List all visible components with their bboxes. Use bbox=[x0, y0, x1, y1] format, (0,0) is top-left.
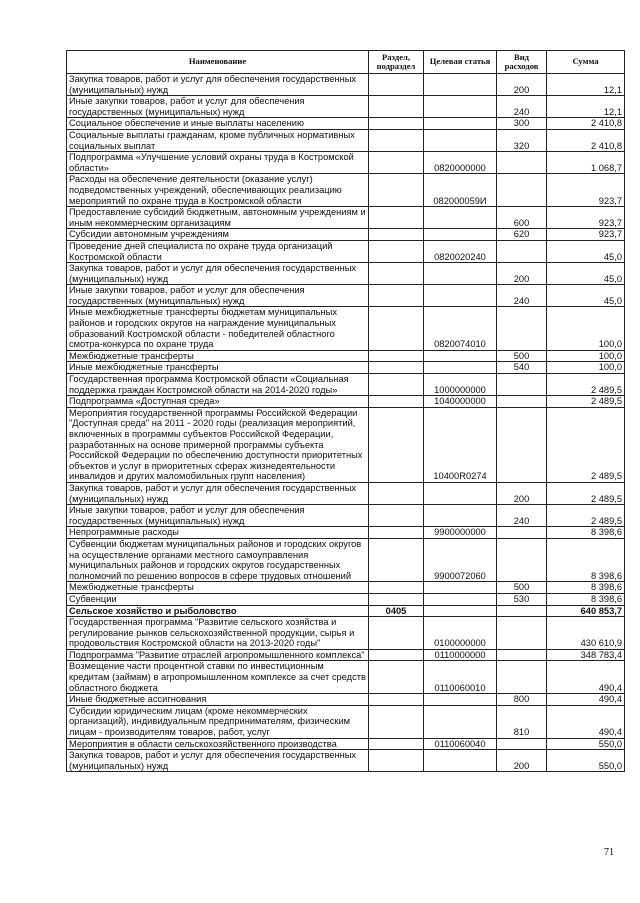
cell-kind: 500 bbox=[497, 582, 547, 594]
cell-name: Субвенции bbox=[67, 593, 369, 605]
table-row bbox=[67, 229, 625, 241]
cell-target: 0820020240 bbox=[424, 240, 497, 262]
header-sum: Сумма bbox=[547, 51, 625, 74]
table-row bbox=[67, 152, 625, 174]
cell-target: 0100000000 bbox=[424, 617, 497, 650]
cell-section bbox=[369, 705, 424, 738]
cell-name: Субвенции бюджетам муниципальных районов и городских округов на осуществление органами местного самоуправления муниципальных районов и городских округов государственных полномочий по решению вопросов в сфере трудовых отношений bbox=[67, 538, 369, 581]
cell-target bbox=[424, 705, 497, 738]
cell-kind: 200 bbox=[497, 74, 547, 96]
cell-name: Иные бюджетные ассигнования bbox=[67, 694, 369, 706]
cell-name: Закупка товаров, работ и услуг для обеспечения государственных (муниципальных) нужд bbox=[67, 482, 369, 504]
cell-name: Иные межбюджетные трансферты bbox=[67, 362, 369, 374]
cell-name: Иные закупки товаров, работ и услуг для обеспечения государственных (муниципальных) нужд bbox=[67, 285, 369, 307]
table-row bbox=[67, 738, 625, 750]
cell-kind: 600 bbox=[497, 207, 547, 229]
cell-name: Возмещение части процентной ставки по инвестиционным кредитам (займам) в агропромышленном комплексе за счет средств областного бюджета bbox=[67, 661, 369, 694]
header-name: Наименование bbox=[67, 51, 369, 74]
cell-sum: 550,0 bbox=[547, 738, 625, 750]
table-row bbox=[67, 750, 625, 772]
cell-kind bbox=[497, 649, 547, 661]
cell-sum: 8 398,6 bbox=[547, 593, 625, 605]
table-row bbox=[67, 705, 625, 738]
cell-name: Государственная программа "Развитие сельского хозяйства и регулирование рынков сельскохозяйственной продукции, сырья и продовольствия Костромской области на 2013-2020 годы" bbox=[67, 617, 369, 650]
cell-sum: 12,1 bbox=[547, 74, 625, 96]
table-row bbox=[67, 396, 625, 408]
cell-target bbox=[424, 285, 497, 307]
cell-name: Субсидии автономным учреждениям bbox=[67, 229, 369, 241]
cell-sum: 45,0 bbox=[547, 240, 625, 262]
table-row bbox=[67, 407, 625, 482]
cell-target: 0820074010 bbox=[424, 307, 497, 350]
cell-kind: 620 bbox=[497, 229, 547, 241]
cell-sum: 490,4 bbox=[547, 661, 625, 694]
cell-target: 10400R0274 bbox=[424, 407, 497, 482]
cell-sum: 8 398,6 bbox=[547, 527, 625, 539]
cell-kind bbox=[497, 307, 547, 350]
header-section: Раздел, подраздел bbox=[369, 51, 424, 74]
cell-name: Закупка товаров, работ и услуг для обеспечения государственных (муниципальных) нужд bbox=[67, 750, 369, 772]
cell-target: 0110060010 bbox=[424, 661, 497, 694]
cell-section bbox=[369, 229, 424, 241]
cell-target bbox=[424, 74, 497, 96]
cell-kind bbox=[497, 152, 547, 174]
table-row bbox=[67, 96, 625, 118]
cell-sum: 640 853,7 bbox=[547, 605, 625, 617]
cell-name: Подпрограмма "Развитие отраслей агропромышленного комплекса" bbox=[67, 649, 369, 661]
cell-name: Предоставление субсидий бюджетным, автономным учреждениям и иным некоммерческим организациям bbox=[67, 207, 369, 229]
cell-kind: 240 bbox=[497, 505, 547, 527]
cell-name: Закупка товаров, работ и услуг для обеспечения государственных (муниципальных) нужд bbox=[67, 263, 369, 285]
cell-sum: 2 410,8 bbox=[547, 129, 625, 151]
table-row bbox=[67, 174, 625, 207]
table-row bbox=[67, 661, 625, 694]
cell-target bbox=[424, 229, 497, 241]
table-row bbox=[67, 129, 625, 151]
cell-kind: 800 bbox=[497, 694, 547, 706]
cell-sum: 430 610,9 bbox=[547, 617, 625, 650]
cell-target bbox=[424, 96, 497, 118]
header-kind: Вид расходов bbox=[497, 51, 547, 74]
cell-kind: 240 bbox=[497, 285, 547, 307]
cell-section: 0405 bbox=[369, 605, 424, 617]
cell-kind: 500 bbox=[497, 350, 547, 362]
page-number: 71 bbox=[604, 847, 614, 858]
cell-section bbox=[369, 738, 424, 750]
table-row bbox=[67, 505, 625, 527]
cell-sum: 923,7 bbox=[547, 207, 625, 229]
cell-sum: 45,0 bbox=[547, 263, 625, 285]
cell-target bbox=[424, 118, 497, 130]
cell-kind: 540 bbox=[497, 362, 547, 374]
cell-name: Расходы на обеспечение деятельности (оказание услуг) подведомственных учреждений, обеспечивающих реализацию мероприятий по охране труда в Костромской области bbox=[67, 174, 369, 207]
table-row bbox=[67, 74, 625, 96]
cell-section bbox=[369, 649, 424, 661]
cell-name: Социальное обеспечение и иные выплаты населению bbox=[67, 118, 369, 130]
table-row bbox=[67, 582, 625, 594]
cell-target bbox=[424, 207, 497, 229]
cell-section bbox=[369, 207, 424, 229]
cell-section bbox=[369, 396, 424, 408]
cell-section bbox=[369, 582, 424, 594]
cell-kind: 300 bbox=[497, 118, 547, 130]
cell-target bbox=[424, 593, 497, 605]
cell-sum: 923,7 bbox=[547, 229, 625, 241]
cell-kind: 530 bbox=[497, 593, 547, 605]
cell-section bbox=[369, 74, 424, 96]
cell-kind: 810 bbox=[497, 705, 547, 738]
cell-section bbox=[369, 482, 424, 504]
cell-name: Межбюджетные трансферты bbox=[67, 582, 369, 594]
cell-target bbox=[424, 263, 497, 285]
table-row bbox=[67, 350, 625, 362]
cell-name: Закупка товаров, работ и услуг для обеспечения государственных (муниципальных) нужд bbox=[67, 74, 369, 96]
cell-target bbox=[424, 129, 497, 151]
cell-target: 1000000000 bbox=[424, 374, 497, 396]
table-row bbox=[67, 538, 625, 581]
cell-name: Проведение дней специалиста по охране труда организаций Костромской области bbox=[67, 240, 369, 262]
cell-target bbox=[424, 694, 497, 706]
cell-kind: 200 bbox=[497, 482, 547, 504]
cell-section bbox=[369, 593, 424, 605]
cell-kind bbox=[497, 174, 547, 207]
cell-name: Мероприятия государственной программы Российской Федерации "Доступная среда" на 2011 - 2020 годы (реализация мероприятий, включенных в программы субъектов Российской Федерации, разработанных на основе примерной программы субъекта Российской Федерации по обеспечению доступности приоритетных объектов и услуг в приоритетных сферах жизнедеятельности инвалидов и других маломобильных групп населения) bbox=[67, 407, 369, 482]
cell-sum: 2 489,5 bbox=[547, 374, 625, 396]
cell-target bbox=[424, 362, 497, 374]
cell-name: Подпрограмма «Доступная среда» bbox=[67, 396, 369, 408]
cell-section bbox=[369, 263, 424, 285]
cell-sum: 100,0 bbox=[547, 307, 625, 350]
cell-name: Социальные выплаты гражданам, кроме публичных нормативных социальных выплат bbox=[67, 129, 369, 151]
budget-table-sheet bbox=[66, 50, 624, 772]
cell-sum: 348 783,4 bbox=[547, 649, 625, 661]
cell-kind bbox=[497, 661, 547, 694]
cell-section bbox=[369, 505, 424, 527]
cell-section bbox=[369, 118, 424, 130]
cell-sum: 2 489,5 bbox=[547, 396, 625, 408]
cell-name: Непрограммные расходы bbox=[67, 527, 369, 539]
table-row bbox=[67, 362, 625, 374]
cell-name: Подпрограмма «Улучшение условий охраны труда в Костромской области» bbox=[67, 152, 369, 174]
cell-target: 0110000000 bbox=[424, 649, 497, 661]
cell-target bbox=[424, 605, 497, 617]
cell-sum: 490,4 bbox=[547, 694, 625, 706]
cell-section bbox=[369, 96, 424, 118]
table-row bbox=[67, 240, 625, 262]
cell-sum: 490,4 bbox=[547, 705, 625, 738]
cell-target: 0110060040 bbox=[424, 738, 497, 750]
cell-section bbox=[369, 240, 424, 262]
cell-target bbox=[424, 482, 497, 504]
cell-kind: 320 bbox=[497, 129, 547, 151]
cell-sum: 923,7 bbox=[547, 174, 625, 207]
cell-kind bbox=[497, 617, 547, 650]
cell-sum: 2 489,5 bbox=[547, 407, 625, 482]
cell-sum: 2 489,5 bbox=[547, 505, 625, 527]
cell-section bbox=[369, 617, 424, 650]
cell-sum: 1 068,7 bbox=[547, 152, 625, 174]
cell-kind bbox=[497, 738, 547, 750]
table-row bbox=[67, 649, 625, 661]
cell-sum: 2 410,8 bbox=[547, 118, 625, 130]
cell-section bbox=[369, 174, 424, 207]
table-row bbox=[67, 285, 625, 307]
cell-sum: 8 398,6 bbox=[547, 582, 625, 594]
table-row bbox=[67, 263, 625, 285]
table-row bbox=[67, 307, 625, 350]
cell-section bbox=[369, 538, 424, 581]
cell-kind bbox=[497, 605, 547, 617]
cell-section bbox=[369, 350, 424, 362]
cell-section bbox=[369, 661, 424, 694]
cell-sum: 2 489,5 bbox=[547, 482, 625, 504]
cell-section bbox=[369, 407, 424, 482]
cell-kind bbox=[497, 527, 547, 539]
cell-kind: 240 bbox=[497, 96, 547, 118]
cell-section bbox=[369, 307, 424, 350]
table-row bbox=[67, 482, 625, 504]
cell-target: 9900000000 bbox=[424, 527, 497, 539]
table-row bbox=[67, 694, 625, 706]
cell-sum: 45,0 bbox=[547, 285, 625, 307]
cell-target bbox=[424, 350, 497, 362]
cell-kind: 200 bbox=[497, 263, 547, 285]
cell-name: Государственная программа Костромской области «Социальная поддержка граждан Костромской области на 2014-2020 годы» bbox=[67, 374, 369, 396]
cell-name: Иные закупки товаров, работ и услуг для обеспечения государственных (муниципальных) нужд bbox=[67, 505, 369, 527]
table-row bbox=[67, 605, 625, 617]
cell-sum: 100,0 bbox=[547, 350, 625, 362]
cell-kind bbox=[497, 374, 547, 396]
cell-target: 082000059И bbox=[424, 174, 497, 207]
table-row bbox=[67, 527, 625, 539]
cell-target bbox=[424, 505, 497, 527]
cell-target bbox=[424, 750, 497, 772]
table-header-row bbox=[67, 51, 625, 74]
cell-name: Межбюджетные трансферты bbox=[67, 350, 369, 362]
cell-section bbox=[369, 152, 424, 174]
cell-name: Иные закупки товаров, работ и услуг для обеспечения государственных (муниципальных) нужд bbox=[67, 96, 369, 118]
table-row bbox=[67, 593, 625, 605]
table-row bbox=[67, 118, 625, 130]
cell-sum: 550,0 bbox=[547, 750, 625, 772]
cell-section bbox=[369, 750, 424, 772]
table-row bbox=[67, 207, 625, 229]
cell-kind bbox=[497, 396, 547, 408]
table-row bbox=[67, 617, 625, 650]
table-row bbox=[67, 374, 625, 396]
cell-kind: 200 bbox=[497, 750, 547, 772]
cell-section bbox=[369, 527, 424, 539]
cell-section bbox=[369, 285, 424, 307]
cell-section bbox=[369, 362, 424, 374]
cell-target: 9900072060 bbox=[424, 538, 497, 581]
cell-sum: 8 398,6 bbox=[547, 538, 625, 581]
cell-kind bbox=[497, 240, 547, 262]
cell-target: 0820000000 bbox=[424, 152, 497, 174]
cell-section bbox=[369, 694, 424, 706]
cell-target bbox=[424, 582, 497, 594]
cell-name: Мероприятия в области сельскохозяйственного производства bbox=[67, 738, 369, 750]
cell-section bbox=[369, 129, 424, 151]
budget-table bbox=[66, 50, 625, 772]
cell-name: Сельское хозяйство и рыболовство bbox=[67, 605, 369, 617]
cell-sum: 12,1 bbox=[547, 96, 625, 118]
header-target: Целевая статья bbox=[424, 51, 497, 74]
cell-kind bbox=[497, 407, 547, 482]
cell-target: 1040000000 bbox=[424, 396, 497, 408]
cell-section bbox=[369, 374, 424, 396]
cell-name: Субсидии юридическим лицам (кроме некоммерческих организаций), индивидуальным предпринимателям, физическим лицам - производителям товаров, работ, услуг bbox=[67, 705, 369, 738]
cell-sum: 100,0 bbox=[547, 362, 625, 374]
cell-kind bbox=[497, 538, 547, 581]
cell-name: Иные межбюджетные трансферты бюджетам муниципальных районов и городских округов на награждение муниципальных образований Костромской области - победителей областного смотра-конкурса по охране труда bbox=[67, 307, 369, 350]
